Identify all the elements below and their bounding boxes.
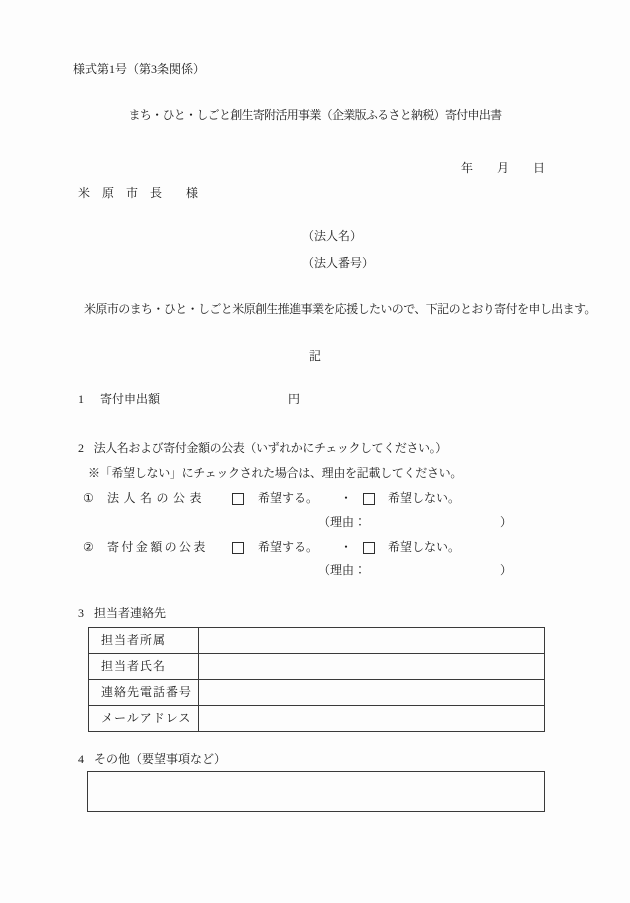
reason2-prefix: （理由： (318, 563, 367, 577)
row-value-person-name[interactable] (199, 654, 544, 679)
row-label-email: メールアドレス (89, 706, 199, 731)
table-row (89, 654, 544, 680)
row-value-email[interactable] (199, 706, 544, 731)
item2-label: 寄付金額の公表 (107, 540, 208, 554)
form-number-label: 様式第1号（第3条関係） (73, 62, 206, 76)
section-publication-heading (78, 441, 447, 456)
amount-reason-line (318, 563, 512, 578)
document-title: まち・ひと・しごと創生寄附活用事業（企業版ふるさと納税）寄付申出書 (128, 108, 502, 122)
row-value-department[interactable] (199, 628, 544, 653)
section1-number: 1 (78, 392, 84, 406)
item2-option-no-label: 希望しない。 (388, 540, 461, 554)
section2-heading-text: 法人名および寄付金額の公表（いずれかにチェックしてください。） (93, 441, 447, 455)
item2-option-yes-label: 希望する。 (258, 540, 319, 554)
section-other-heading (78, 752, 226, 767)
donation-amount-field[interactable] (168, 392, 283, 406)
checkbox-amount-publish-no[interactable] (363, 542, 375, 554)
row-label-department: 担当者所属 (89, 628, 199, 653)
publication-item-corpname (83, 491, 553, 507)
section-contact-heading (78, 606, 166, 621)
item1-option-yes-label: 希望する。 (258, 491, 319, 505)
section3-heading-text: 担当者連絡先 (94, 606, 167, 620)
addressee-line: 米 原 市 長 様 (78, 186, 199, 200)
reason2-suffix: ） (499, 563, 512, 577)
table-row (89, 628, 544, 654)
intro-paragraph: 米原市のまち・ひと・しごと米原創生推進事業を応援したいので、下記のとおり寄付を申し出ます。 (84, 302, 596, 316)
corporate-number-label: （法人番号） (302, 256, 375, 270)
checkbox-corpname-publish-no[interactable] (363, 493, 375, 505)
section4-number: 4 (78, 752, 84, 766)
item2-number: ② (83, 540, 94, 554)
reason1-prefix: （理由： (318, 515, 367, 529)
item1-separator-dot: ・ (340, 491, 353, 505)
item1-number: ① (83, 491, 94, 505)
row-label-phone: 連絡先電話番号 (89, 680, 199, 705)
contact-table (88, 627, 545, 732)
checkbox-corpname-publish-yes[interactable] (232, 493, 244, 505)
donation-amount-label: 寄付申出額 (100, 392, 161, 406)
yen-unit-label: 円 (288, 392, 301, 406)
item1-label: 法人名の公表 (107, 491, 207, 505)
table-row (89, 680, 544, 706)
reason1-suffix: ） (499, 515, 512, 529)
table-row (89, 706, 544, 731)
corpname-reason-line (318, 515, 512, 530)
section4-heading-text: その他（要望事項など） (94, 752, 227, 766)
publication-item-amount (83, 540, 553, 556)
corporate-name-label: （法人名） (302, 229, 363, 243)
date-line: 年 月 日 (460, 161, 545, 175)
section3-number: 3 (78, 606, 84, 620)
section2-number: 2 (78, 441, 84, 455)
item2-separator-dot: ・ (340, 540, 353, 554)
checkbox-amount-publish-yes[interactable] (232, 542, 244, 554)
section2-note: ※「希望しない」にチェックされた場合は、理由を記載してください。 (88, 466, 463, 480)
row-label-person-name: 担当者氏名 (89, 654, 199, 679)
item1-option-no-label: 希望しない。 (388, 491, 461, 505)
other-requests-box[interactable] (87, 771, 545, 812)
ki-marker: 記 (308, 349, 321, 363)
row-value-phone[interactable] (199, 680, 544, 705)
